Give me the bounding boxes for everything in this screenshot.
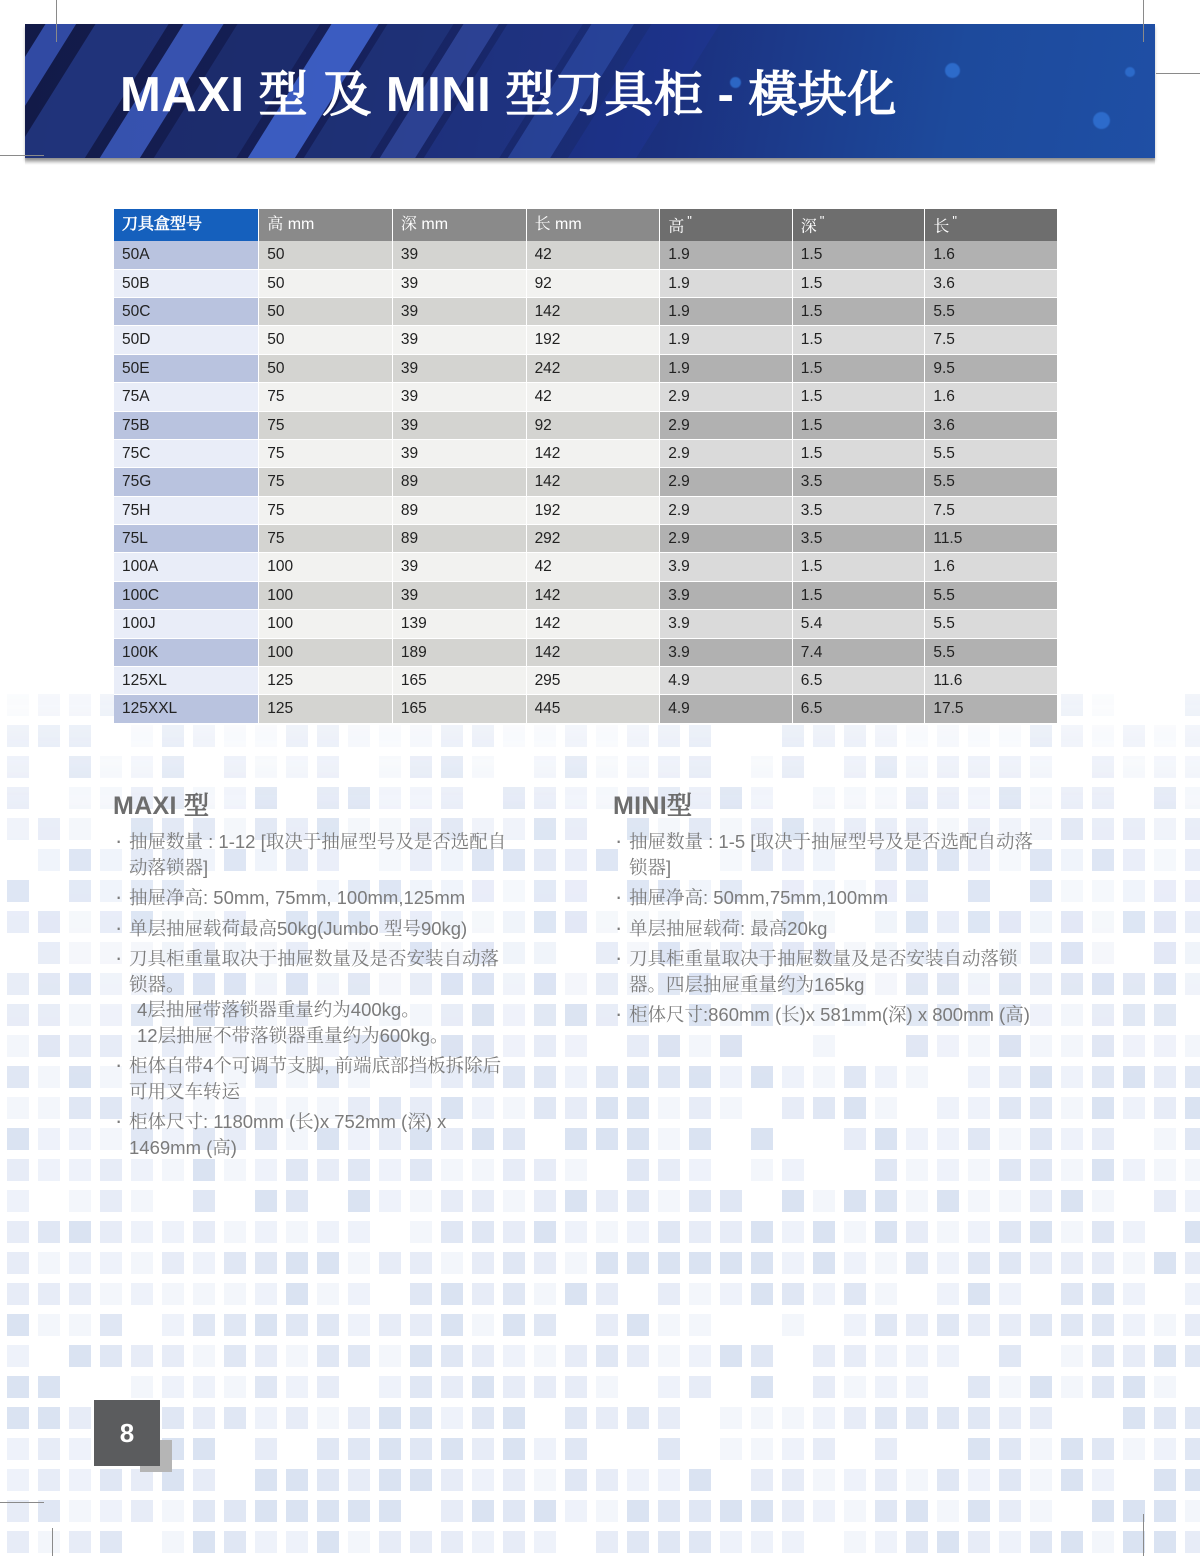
table-cell-h_in: 3.9 — [660, 610, 793, 638]
table-cell-h_mm: 75 — [259, 496, 393, 524]
table-cell-h_in: 2.9 — [660, 468, 793, 496]
table-cell-model: 75G — [114, 468, 259, 496]
table-cell-l_in: 9.5 — [925, 354, 1058, 382]
maxi-spec-item-text: 单层抽屉载荷最高50kg(Jumbo 型号90kg) — [129, 917, 468, 939]
table-cell-l_in: 3.6 — [925, 411, 1058, 439]
col-header-depth-mm-unit: mm — [421, 216, 449, 234]
table-cell-h_mm: 75 — [259, 411, 393, 439]
maxi-spec-list — [113, 829, 513, 1160]
table-cell-l_in: 3.6 — [925, 269, 1058, 297]
table-row — [114, 354, 1058, 382]
table-cell-d_in: 1.5 — [792, 383, 925, 411]
crop-mark-top-right-vertical — [1143, 0, 1144, 42]
banner-dot-2 — [945, 63, 960, 78]
maxi-spec-subitem: 12层抽屉不带落锁器重量约为600kg。 — [137, 1024, 449, 1046]
table-cell-h_mm: 100 — [259, 553, 393, 581]
maxi-section-title: MAXI 型 — [113, 792, 210, 820]
table-row — [114, 496, 1058, 524]
table-cell-d_mm: 139 — [392, 610, 526, 638]
col-header-length-inch-label: 长 — [933, 218, 950, 236]
table-cell-l_in: 5.5 — [925, 610, 1058, 638]
table-cell-l_in: 7.5 — [925, 326, 1058, 354]
table-cell-model: 50C — [114, 298, 259, 326]
table-cell-model: 100A — [114, 553, 259, 581]
maxi-spec-item-text: 柜体自带4个可调节支脚, 前端底部挡板拆除后可用叉车转运 — [129, 1055, 502, 1102]
table-cell-h_in: 3.9 — [660, 553, 793, 581]
mini-spec-item-text: 刀具柜重量取决于抽屉数量及是否安装自动落锁器。四层抽屉重量约为165kg — [629, 948, 1018, 995]
table-cell-l_in: 17.5 — [925, 695, 1058, 723]
table-row — [114, 383, 1058, 411]
table-cell-d_in: 1.5 — [792, 411, 925, 439]
banner-drop-shadow — [25, 158, 1155, 165]
table-cell-h_mm: 50 — [259, 326, 393, 354]
maxi-spec-section — [113, 786, 513, 1165]
col-header-model — [114, 209, 259, 241]
table-cell-h_in: 1.9 — [660, 269, 793, 297]
mini-spec-item — [613, 946, 1043, 997]
page-number-badge: 8 — [94, 1400, 160, 1466]
table-cell-model: 100K — [114, 638, 259, 666]
table-cell-l_in: 1.6 — [925, 383, 1058, 411]
mini-spec-item-text: 抽屉数量 : 1-5 [取决于抽屉型号及是否选配自动落锁器] — [629, 831, 1033, 878]
mini-spec-item-text: 柜体尺寸:860mm (长)x 581mm(深) x 800mm (高) — [629, 1004, 1030, 1026]
table-cell-l_mm: 142 — [526, 439, 660, 467]
table-cell-h_mm: 100 — [259, 638, 393, 666]
maxi-spec-item-text: 抽屉数量 : 1-12 [取决于抽屉型号及是否选配自动落锁器] — [129, 831, 507, 878]
table-cell-l_mm: 142 — [526, 298, 660, 326]
maxi-spec-item-text: 柜体尺寸: 1180mm (长)x 752mm (深) x 1469mm (高) — [129, 1111, 447, 1158]
table-cell-d_mm: 39 — [392, 326, 526, 354]
table-row — [114, 610, 1058, 638]
table-cell-l_mm: 42 — [526, 383, 660, 411]
table-cell-h_in: 2.9 — [660, 496, 793, 524]
table-cell-l_mm: 142 — [526, 638, 660, 666]
table-cell-h_mm: 75 — [259, 525, 393, 553]
banner-dot-4 — [1125, 67, 1135, 77]
table-cell-l_mm: 445 — [526, 695, 660, 723]
table-cell-model: 75H — [114, 496, 259, 524]
table-cell-d_mm: 39 — [392, 269, 526, 297]
maxi-spec-item — [113, 885, 513, 911]
table-cell-d_in: 1.5 — [792, 581, 925, 609]
crop-mark-top-right-horizontal — [1156, 73, 1200, 74]
table-cell-l_mm: 92 — [526, 269, 660, 297]
mini-spec-item-text: 单层抽屉载荷: 最高20kg — [629, 917, 828, 939]
table-cell-l_mm: 92 — [526, 411, 660, 439]
table-cell-d_in: 1.5 — [792, 553, 925, 581]
crop-mark-top-left-vertical — [56, 0, 57, 42]
table-cell-l_in: 5.5 — [925, 581, 1058, 609]
table-cell-d_in: 3.5 — [792, 525, 925, 553]
table-cell-d_mm: 165 — [392, 666, 526, 694]
table-cell-h_mm: 50 — [259, 354, 393, 382]
table-cell-d_mm: 89 — [392, 496, 526, 524]
table-cell-d_in: 6.5 — [792, 695, 925, 723]
table-cell-d_mm: 39 — [392, 298, 526, 326]
col-header-depth-inch-unit: " — [819, 213, 825, 228]
maxi-spec-item — [113, 1109, 513, 1160]
table-cell-l_mm: 242 — [526, 354, 660, 382]
table-cell-l_in: 1.6 — [925, 553, 1058, 581]
maxi-spec-item-text: 刀具柜重量取决于抽屉数量及是否安装自动落锁器。 — [129, 948, 500, 995]
table-cell-d_in: 3.5 — [792, 496, 925, 524]
table-cell-h_in: 3.9 — [660, 581, 793, 609]
table-cell-d_mm: 39 — [392, 439, 526, 467]
table-row — [114, 439, 1058, 467]
table-cell-l_mm: 142 — [526, 610, 660, 638]
table-cell-d_mm: 39 — [392, 354, 526, 382]
table-cell-h_in: 3.9 — [660, 638, 793, 666]
table-cell-h_mm: 50 — [259, 269, 393, 297]
table-cell-model: 125XXL — [114, 695, 259, 723]
table-cell-l_mm: 142 — [526, 468, 660, 496]
table-row — [114, 298, 1058, 326]
crop-mark-top-left-horizontal — [0, 155, 44, 156]
table-cell-h_mm: 100 — [259, 581, 393, 609]
table-cell-model: 75C — [114, 439, 259, 467]
table-cell-h_in: 2.9 — [660, 411, 793, 439]
table-cell-model: 75A — [114, 383, 259, 411]
banner-dot-3 — [1093, 112, 1110, 129]
table-cell-l_in: 5.5 — [925, 468, 1058, 496]
table-row — [114, 241, 1058, 269]
col-header-length-inch-unit: " — [952, 213, 957, 228]
mini-spec-item — [613, 916, 1043, 942]
table-cell-d_in: 6.5 — [792, 666, 925, 694]
table-row — [114, 581, 1058, 609]
table-cell-model: 125XL — [114, 666, 259, 694]
table-cell-l_in: 7.5 — [925, 496, 1058, 524]
table-cell-l_mm: 292 — [526, 525, 660, 553]
table-cell-h_mm: 75 — [259, 439, 393, 467]
table-row — [114, 525, 1058, 553]
table-cell-d_in: 1.5 — [792, 269, 925, 297]
table-cell-h_mm: 50 — [259, 298, 393, 326]
col-header-depth-inch-label: 深 — [800, 218, 817, 236]
table-cell-d_mm: 39 — [392, 383, 526, 411]
table-cell-l_in: 5.5 — [925, 439, 1058, 467]
col-header-length-mm-label: 长 — [534, 216, 551, 234]
table-cell-model: 100C — [114, 581, 259, 609]
table-cell-l_in: 1.6 — [925, 241, 1058, 269]
maxi-spec-item — [113, 1053, 513, 1104]
table-row — [114, 269, 1058, 297]
mini-section-title: MINI型 — [613, 792, 693, 820]
table-cell-h_in: 2.9 — [660, 383, 793, 411]
table-cell-h_in: 1.9 — [660, 241, 793, 269]
table-cell-d_mm: 165 — [392, 695, 526, 723]
mini-spec-item — [613, 885, 1043, 911]
table-cell-h_mm: 125 — [259, 666, 393, 694]
col-header-height-inch — [660, 209, 793, 241]
table-cell-model: 50B — [114, 269, 259, 297]
table-cell-h_in: 4.9 — [660, 695, 793, 723]
table-cell-h_mm: 125 — [259, 695, 393, 723]
table-cell-h_mm: 75 — [259, 383, 393, 411]
mini-spec-list — [613, 829, 1043, 1028]
mini-spec-item — [613, 829, 1043, 880]
mini-spec-item — [613, 1002, 1043, 1028]
table-cell-h_in: 2.9 — [660, 439, 793, 467]
table-cell-d_mm: 189 — [392, 638, 526, 666]
col-header-height-inch-label: 高 — [668, 218, 685, 236]
col-header-depth-mm-label: 深 — [400, 216, 417, 234]
table-cell-d_in: 7.4 — [792, 638, 925, 666]
tool-box-spec-table — [114, 209, 1058, 724]
table-cell-l_in: 11.5 — [925, 525, 1058, 553]
col-header-height-mm-label: 高 — [267, 216, 284, 234]
crop-mark-bottom-right-vertical — [1143, 1514, 1144, 1556]
table-cell-l_in: 5.5 — [925, 638, 1058, 666]
table-cell-d_mm: 89 — [392, 468, 526, 496]
table-cell-d_in: 3.5 — [792, 468, 925, 496]
col-header-depth-mm — [392, 209, 526, 241]
col-header-length-mm-unit: mm — [555, 216, 582, 234]
table-cell-model: 50A — [114, 241, 259, 269]
maxi-spec-subitem: 4层抽屉带落锁器重量约为400kg。 — [137, 999, 420, 1021]
col-header-height-mm — [259, 209, 393, 241]
table-cell-d_mm: 39 — [392, 553, 526, 581]
table-cell-d_in: 1.5 — [792, 439, 925, 467]
table-cell-l_mm: 295 — [526, 666, 660, 694]
table-cell-l_mm: 42 — [526, 241, 660, 269]
maxi-spec-item — [113, 829, 513, 880]
table-header-row — [114, 209, 1058, 241]
table-cell-h_in: 4.9 — [660, 666, 793, 694]
col-header-depth-inch — [792, 209, 925, 241]
crop-mark-bottom-left-vertical — [52, 1528, 53, 1556]
maxi-spec-item — [113, 946, 513, 1048]
maxi-spec-item-text: 抽屉净高: 50mm, 75mm, 100mm,125mm — [129, 887, 466, 909]
table-cell-d_mm: 39 — [392, 241, 526, 269]
table-row — [114, 638, 1058, 666]
mini-spec-section — [613, 786, 1043, 1033]
crop-mark-bottom-left-horizontal — [0, 1502, 44, 1503]
table-row — [114, 468, 1058, 496]
table-cell-d_in: 1.5 — [792, 354, 925, 382]
table-cell-model: 50E — [114, 354, 259, 382]
table-cell-h_in: 1.9 — [660, 326, 793, 354]
table-cell-h_mm: 75 — [259, 468, 393, 496]
table-row — [114, 411, 1058, 439]
table-cell-h_in: 1.9 — [660, 298, 793, 326]
mini-spec-item-text: 抽屉净高: 50mm,75mm,100mm — [629, 887, 889, 909]
page-title: MAXI 型 及 MINI 型刀具柜 - 模块化 — [120, 68, 897, 122]
table-cell-l_mm: 42 — [526, 553, 660, 581]
table-cell-d_in: 1.5 — [792, 326, 925, 354]
table-row — [114, 695, 1058, 723]
table-cell-l_in: 11.6 — [925, 666, 1058, 694]
table-cell-h_mm: 100 — [259, 610, 393, 638]
col-header-height-inch-unit: " — [687, 213, 692, 228]
table-cell-d_in: 5.4 — [792, 610, 925, 638]
table-cell-d_in: 1.5 — [792, 241, 925, 269]
table-cell-model: 75B — [114, 411, 259, 439]
table-cell-l_mm: 142 — [526, 581, 660, 609]
table-cell-l_mm: 192 — [526, 326, 660, 354]
table-row — [114, 553, 1058, 581]
table-cell-model: 75L — [114, 525, 259, 553]
table-cell-d_mm: 39 — [392, 411, 526, 439]
table-cell-h_in: 1.9 — [660, 354, 793, 382]
col-header-height-mm-unit: mm — [287, 216, 315, 234]
table-cell-d_mm: 89 — [392, 525, 526, 553]
col-header-length-mm — [526, 209, 660, 241]
table-cell-model: 100J — [114, 610, 259, 638]
table-row — [114, 326, 1058, 354]
col-header-model-label: 刀具盒型号 — [122, 216, 203, 234]
table-cell-d_mm: 39 — [392, 581, 526, 609]
maxi-spec-item — [113, 916, 513, 942]
table-cell-l_in: 5.5 — [925, 298, 1058, 326]
table-cell-l_mm: 192 — [526, 496, 660, 524]
table-cell-h_mm: 50 — [259, 241, 393, 269]
page-header-banner — [25, 24, 1155, 158]
table-cell-model: 50D — [114, 326, 259, 354]
table-cell-h_in: 2.9 — [660, 525, 793, 553]
col-header-length-inch — [925, 209, 1058, 241]
table-row — [114, 666, 1058, 694]
table-cell-d_in: 1.5 — [792, 298, 925, 326]
